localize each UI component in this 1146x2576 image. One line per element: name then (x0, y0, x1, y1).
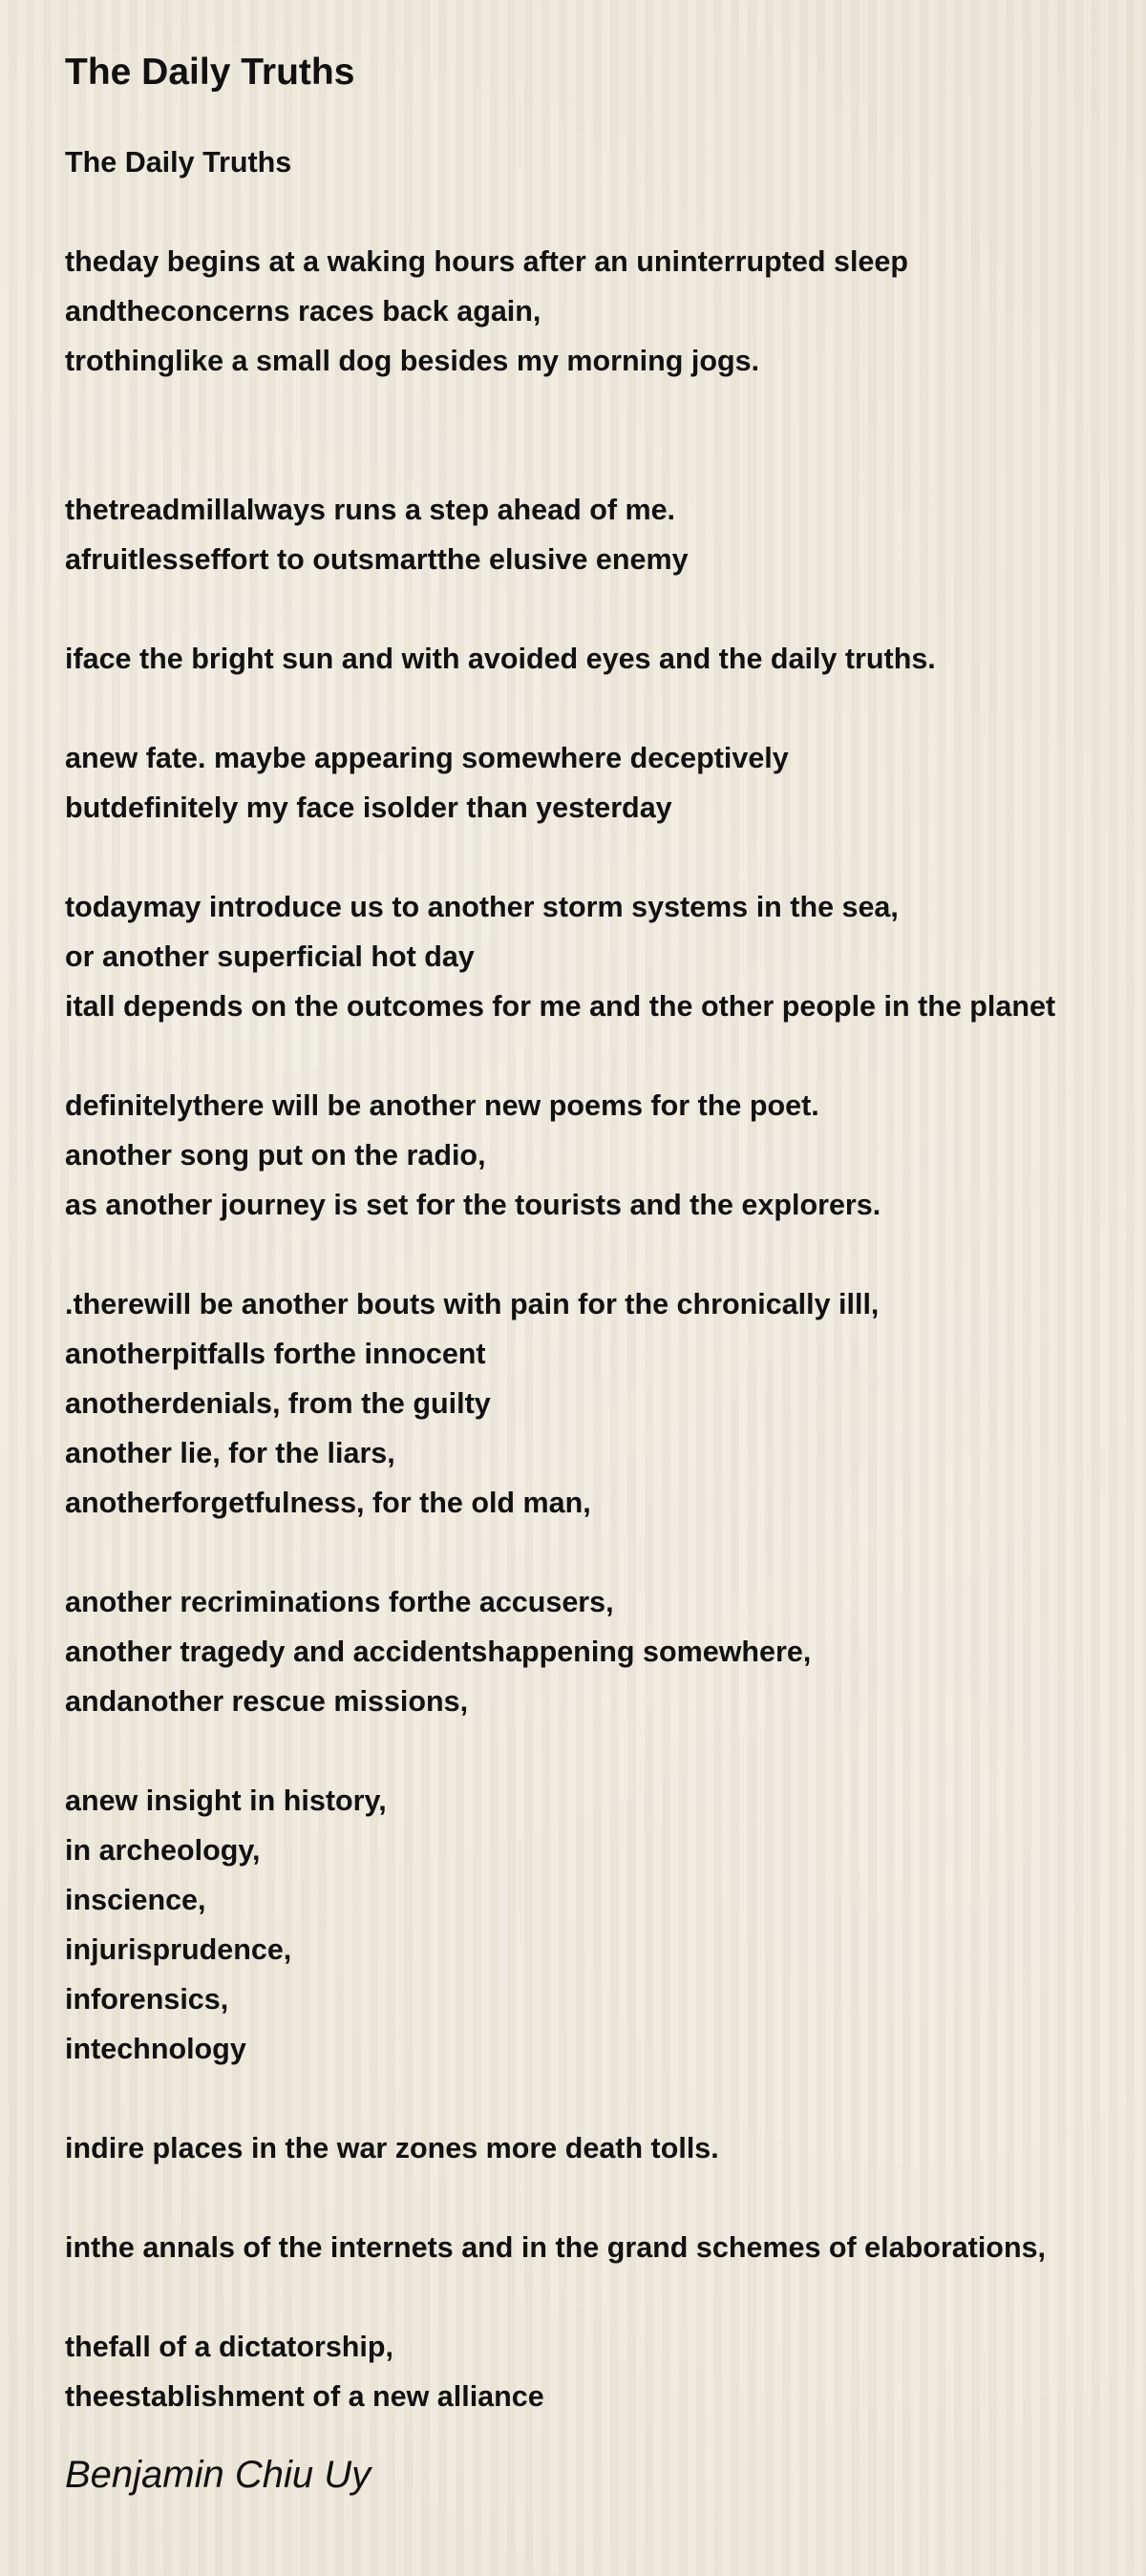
poem-line: iface the bright sun and with avoided eyes and the daily truths. (65, 643, 936, 675)
poem-line: andanother rescue missions, (65, 1685, 469, 1718)
poem-line: in archeology, (65, 1834, 261, 1867)
poem-line: inscience, (65, 1884, 206, 1916)
stanza-break (65, 2173, 1135, 2223)
poem-body (65, 137, 1135, 2421)
poem-line: or another superficial hot day (65, 940, 475, 973)
stanza-break (65, 584, 1135, 634)
poem-line: as another journey is set for the tourists and the explorers. (65, 1189, 881, 1221)
poem-line: another song put on the radio, (65, 1139, 486, 1172)
poem-line: inforensics, (65, 1983, 229, 2016)
stanza-break (65, 833, 1135, 882)
stanza-break (65, 187, 1135, 237)
poem-line: anew insight in history, (65, 1784, 387, 1817)
poem-line: anotherpitfalls forthe innocent (65, 1338, 486, 1370)
stanza-break (65, 1726, 1135, 1776)
poem-line: another tragedy and accidentshappening somewhere, (65, 1636, 812, 1668)
poem-line: trothinglike a small dog besides my morning jogs. (65, 345, 760, 377)
poem-line: inthe annals of the internets and in the grand schemes of elaborations, (65, 2231, 1047, 2264)
stanza-break (65, 2272, 1135, 2322)
poem-line: anotherdenials, from the guilty (65, 1387, 491, 1420)
poem-container (65, 44, 1135, 2503)
poem-line: theday begins at a waking hours after an uninterrupted sleep (65, 245, 908, 278)
stanza-break (65, 1230, 1135, 1279)
poem-line: definitelythere will be another new poems for the poet. (65, 1089, 819, 1122)
stanza-break (65, 435, 1135, 485)
poem-line: butdefinitely my face isolder than yesterday (65, 792, 672, 824)
poem-line: theestablishment of a new alliance (65, 2380, 544, 2413)
poem-line: anew fate. maybe appearing somewhere deceptively (65, 742, 789, 774)
poem-line: anotherforgetfulness, for the old man, (65, 1487, 591, 1519)
stanza-break (65, 684, 1135, 733)
stanza-break (65, 2074, 1135, 2123)
page-title: The Daily Truths (65, 52, 355, 93)
poem-line: thefall of a dictatorship, (65, 2331, 394, 2363)
poem-line: .therewill be another bouts with pain for the chronically illl, (65, 1288, 880, 1320)
poem-line: The Daily Truths (65, 146, 292, 179)
author-signature: Benjamin Chiu Uy (65, 2454, 371, 2496)
stanza-break (65, 386, 1135, 435)
poem-line: andtheconcerns races back again, (65, 295, 541, 327)
poem-line: injurisprudence, (65, 1933, 292, 1966)
poem-line: indire places in the war zones more death tolls. (65, 2132, 719, 2164)
poem-line: itall depends on the outcomes for me and the other people in the planet (65, 990, 1056, 1023)
poem-line: another lie, for the liars, (65, 1437, 395, 1469)
poem-line: intechnology (65, 2033, 246, 2065)
poem-line: todaymay introduce us to another storm systems in the sea, (65, 891, 899, 923)
poem-line: thetreadmillalways runs a step ahead of me. (65, 494, 676, 526)
stanza-break (65, 1528, 1135, 1577)
stanza-break (65, 1031, 1135, 1081)
poem-line: another recriminations forthe accusers, (65, 1586, 614, 1618)
poem-line: afruitlesseffort to outsmartthe elusive enemy (65, 543, 689, 576)
